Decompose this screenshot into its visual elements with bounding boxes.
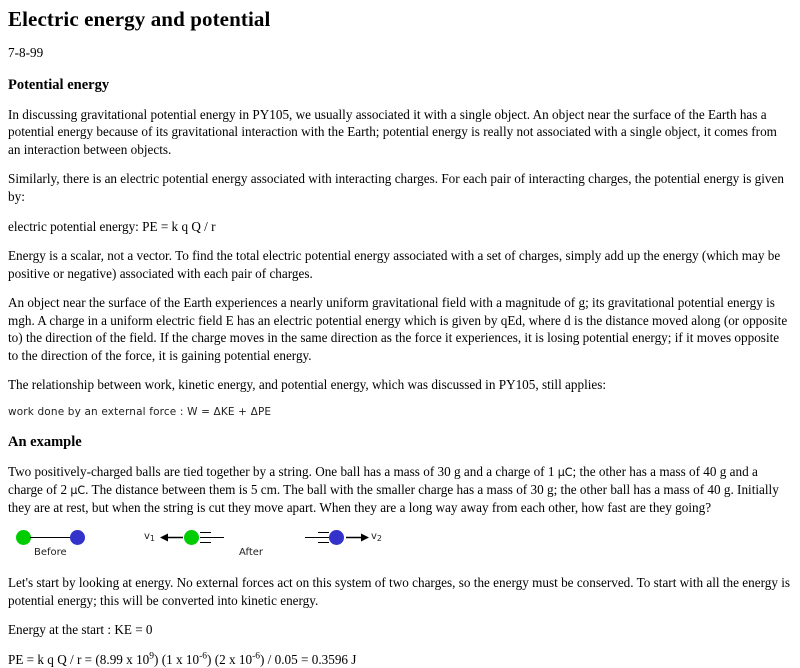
problem-text-part2: ; the other has a mass of 40 g and a charge of 2 (8, 464, 758, 497)
micro-coulomb-icon-2: μC (70, 483, 86, 497)
diagram-label-before: Before (34, 547, 67, 559)
paragraph-energy-conservation: Let's start by looking at energy. No external forces act on this system of two charges, so the energy must be conserved. To start with all the energy is potential energy; this will be converted into kinetic energy. (8, 575, 791, 608)
paragraph-energy-scalar: Energy is a scalar, not a vector. To find the total electric potential energy associated with a set of charges, simply add up the energy (which may be positive or negative) associated with each pair of charges. (8, 248, 781, 281)
paragraph-work-energy-relation: The relationship between work, kinetic energy, and potential energy, which was discussed in PY105, still applies: (8, 377, 607, 393)
problem-text-part3: . The distance between them is 5 cm. The ball with the smaller charge has a mass of 30 g; the other ball has a mass of 40 g. Initially they are at rest, but when the string is cut they move apart. When they are a long way away from each other, how fast are they going? (8, 481, 779, 515)
diagram-ball-blue-after (329, 530, 344, 545)
formula-image-work-done: work done by an external force : W = ΔKE + ΔPE (8, 405, 272, 418)
diagram-ball-green-after (184, 530, 199, 545)
formula-pe-calculation (8, 651, 792, 668)
diagram-string (30, 537, 72, 538)
heading-an-example: An example (8, 434, 82, 451)
pe-calc-mid1: ) (1 x 10 (154, 651, 200, 667)
diagram-before-after-charges (8, 528, 428, 564)
pe-calc-prefix: PE = k q Q / r = (8.99 x 10 (8, 651, 150, 667)
diagram-motion-line-3 (200, 542, 211, 543)
problem-text-part1: Two positively-charged balls are tied together by a string. One ball has a mass of 30 g and a charge of 1 (8, 464, 558, 480)
paragraph-example-problem (8, 463, 792, 516)
diagram-label-velocity-2: $v_2$ (371, 531, 383, 544)
diagram-label-after: After (239, 547, 264, 559)
diagram-label-velocity-1: $v_1$ (144, 531, 156, 544)
pe-calc-suffix: ) / 0.05 = 0.3596 J (259, 651, 357, 667)
formula-electric-potential-energy: electric potential energy: PE = k q Q / r (8, 218, 216, 234)
paragraph-electric-pe-intro: Similarly, there is an electric potential energy associated with interacting charges. For each pair of interacting charges, the potential energy is given by: (8, 171, 784, 204)
diagram-ball-blue-before (70, 530, 85, 545)
diagram-ball-green-before (16, 530, 31, 545)
pe-calc-mid2: ) (2 x 10 (207, 651, 253, 667)
pe-calc-exponent-3: -6 (252, 651, 260, 662)
pe-calc-exponent-1: 9 (149, 651, 155, 662)
micro-coulomb-icon-1: μC (557, 466, 573, 480)
paragraph-gravitational-pe: In discussing gravitational potential energy in PY105, we usually associated it with a single object. An object near the surface of the Earth has a potential energy because of its gravitational interaction with the Earth; potential energy is really not associated with a single object, it comes from an interaction between objects. (8, 106, 777, 157)
paragraph-uniform-field: An object near the surface of the Earth experiences a nearly uniform gravitational field with a magnitude of g; its gravitational potential energy is mgh. A charge in a uniform electric field E has an electric potential energy which is given by qEd, where d is the distance moved along (or opposite to) the direction of the field. If the charge moves in the same direction as the force it experiences, it is losing potential energy; if it moves opposite to the direction of the force, it is gaining potential energy. (8, 295, 788, 363)
diagram-motion-line-6 (318, 542, 329, 543)
document-date: 7-8-99 (8, 45, 44, 61)
diagram-motion-line-5 (305, 537, 329, 538)
diagram-arrow-right-icon (345, 530, 369, 545)
pe-calc-exponent-2: -6 (199, 651, 207, 662)
diagram-motion-line-1 (200, 532, 211, 533)
diagram-motion-line-2 (200, 537, 224, 538)
label-energy-at-start: Energy at the start : KE = 0 (8, 622, 153, 638)
diagram-motion-line-4 (318, 532, 329, 533)
heading-potential-energy: Potential energy (8, 77, 110, 94)
diagram-arrow-left-icon (160, 530, 184, 545)
page-title: Electric energy and potential (8, 7, 271, 31)
